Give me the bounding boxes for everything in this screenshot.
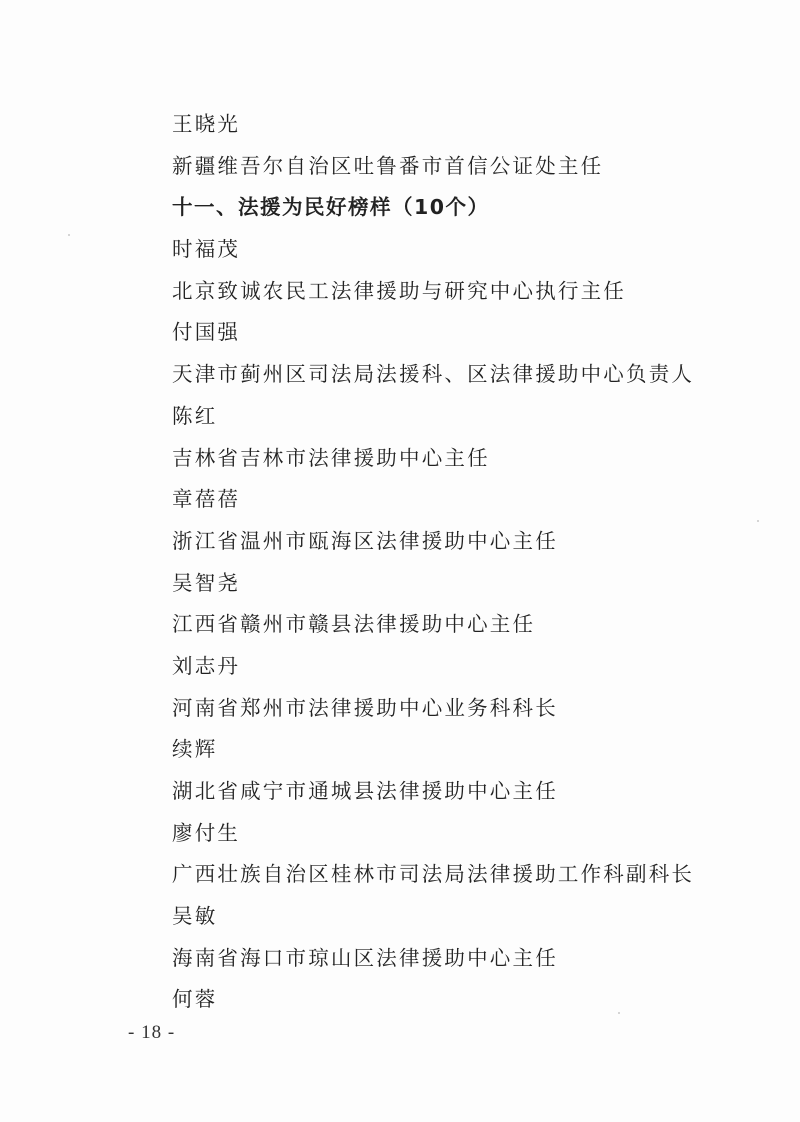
- honoree-title: 新疆维吾尔自治区吐鲁番市首信公证处主任: [172, 153, 604, 178]
- honoree-title: 广西壮族自治区桂林市司法局法律援助工作科副科长: [172, 862, 695, 887]
- section-heading: 十一、法援为民好榜样（10个）: [172, 195, 490, 220]
- honoree-title: 海南省海口市琼山区法律援助中心主任: [172, 945, 558, 970]
- scan-speck: [757, 520, 759, 522]
- honoree-title: 北京致诚农民工法律援助与研究中心执行主任: [172, 278, 626, 303]
- page-content: [172, 104, 732, 1021]
- honoree-name: 王晓光: [172, 112, 241, 136]
- honoree-name: 章蓓蓓: [172, 487, 241, 512]
- honoree-name: 何蓉: [172, 987, 218, 1012]
- honoree-name: 吴智尧: [172, 570, 241, 595]
- honoree-name: 陈红: [172, 403, 218, 428]
- scan-speck: [618, 1012, 620, 1014]
- honoree-name: 刘志丹: [172, 653, 241, 678]
- scan-speck: [68, 234, 70, 236]
- honoree-name: 续辉: [172, 737, 218, 762]
- honoree-title: 吉林省吉林市法律援助中心主任: [172, 445, 490, 470]
- page-number: - 18 -: [128, 1022, 176, 1043]
- honoree-name: 廖付生: [172, 820, 241, 845]
- honoree-title: 浙江省温州市瓯海区法律援助中心主任: [172, 528, 558, 553]
- honoree-name: 时福茂: [172, 237, 241, 262]
- honoree-title: 天津市蓟州区司法局法援科、区法律援助中心负责人: [172, 362, 695, 387]
- honoree-name: 付国强: [172, 320, 241, 345]
- honoree-name: 吴敏: [172, 904, 218, 929]
- honoree-title: 江西省赣州市赣县法律援助中心主任: [172, 612, 536, 637]
- honoree-title: 湖北省咸宁市通城县法律援助中心主任: [172, 779, 558, 803]
- honoree-title: 河南省郑州市法律援助中心业务科科长: [172, 695, 558, 720]
